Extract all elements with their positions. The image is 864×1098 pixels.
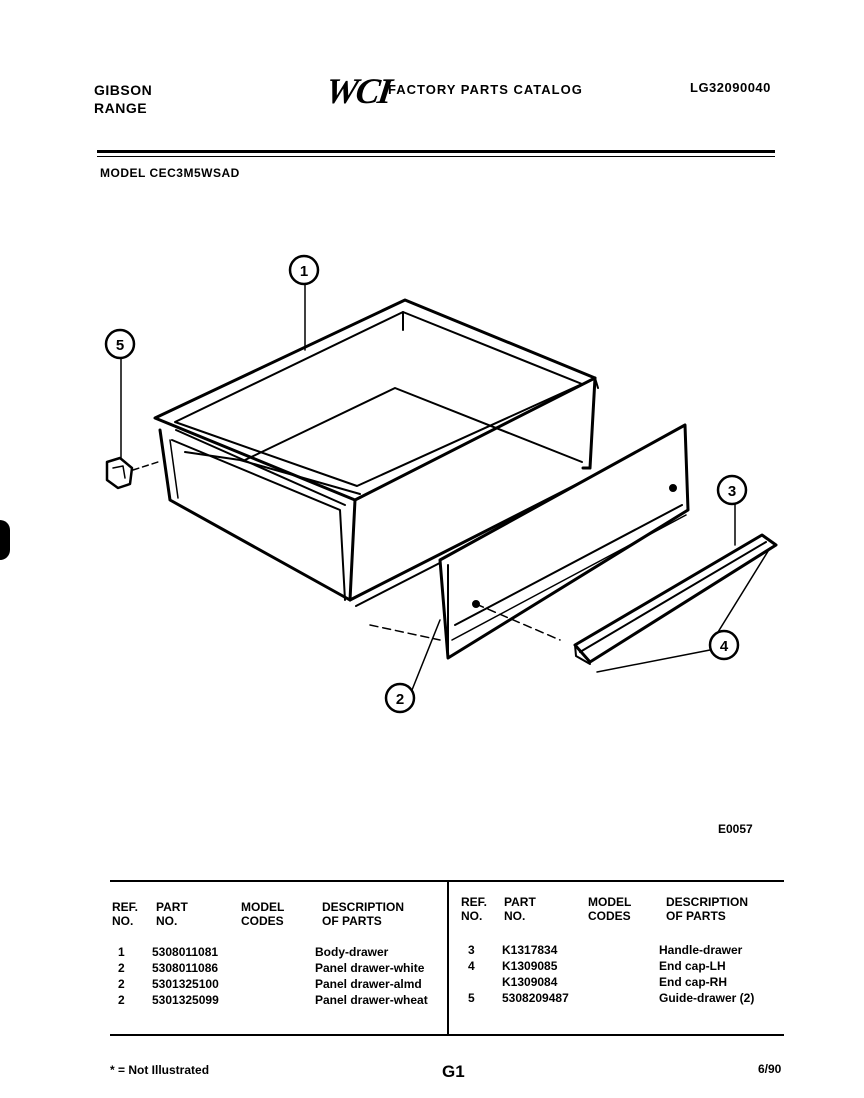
- scan-edge-mark: [0, 520, 10, 560]
- revision-date: 6/90: [758, 1062, 782, 1076]
- catalog-number: LG32090040: [690, 80, 771, 95]
- callout-3-label: 3: [727, 483, 737, 500]
- not-illustrated-note: * = Not Illustrated: [110, 1063, 210, 1077]
- brand-name: GIBSON: [94, 82, 153, 98]
- table-bottom-rule: [110, 1034, 784, 1036]
- col-header-model-right: MODEL CODES: [588, 895, 632, 923]
- col-header-desc-right: DESCRIPTION OF PARTS: [666, 895, 749, 923]
- col-header-model: MODEL CODES: [241, 900, 285, 928]
- col-header-ref: REF. NO.: [112, 900, 139, 928]
- callout-5-label: 5: [115, 337, 125, 354]
- col-header-desc: DESCRIPTION OF PARTS: [322, 900, 405, 928]
- col-header-part-right: PART NO.: [504, 895, 536, 923]
- drawer-guide: [107, 458, 132, 488]
- callout-2-label: 2: [395, 691, 405, 708]
- col-header-part: PART NO.: [156, 900, 188, 928]
- callout-1-label: 1: [299, 263, 309, 280]
- col-header-ref-right: REF. NO.: [461, 895, 488, 923]
- catalog-title: FACTORY PARTS CATALOG: [388, 82, 583, 97]
- product-type: RANGE: [94, 100, 148, 116]
- page-number: G1: [442, 1062, 465, 1081]
- table-divider: [447, 882, 449, 1034]
- callout-4-label: 4: [719, 638, 729, 655]
- wci-logo-text: WCI: [323, 71, 393, 111]
- figure-code: E0057: [718, 822, 753, 836]
- model-label: MODEL CEC3M5WSAD: [100, 166, 240, 180]
